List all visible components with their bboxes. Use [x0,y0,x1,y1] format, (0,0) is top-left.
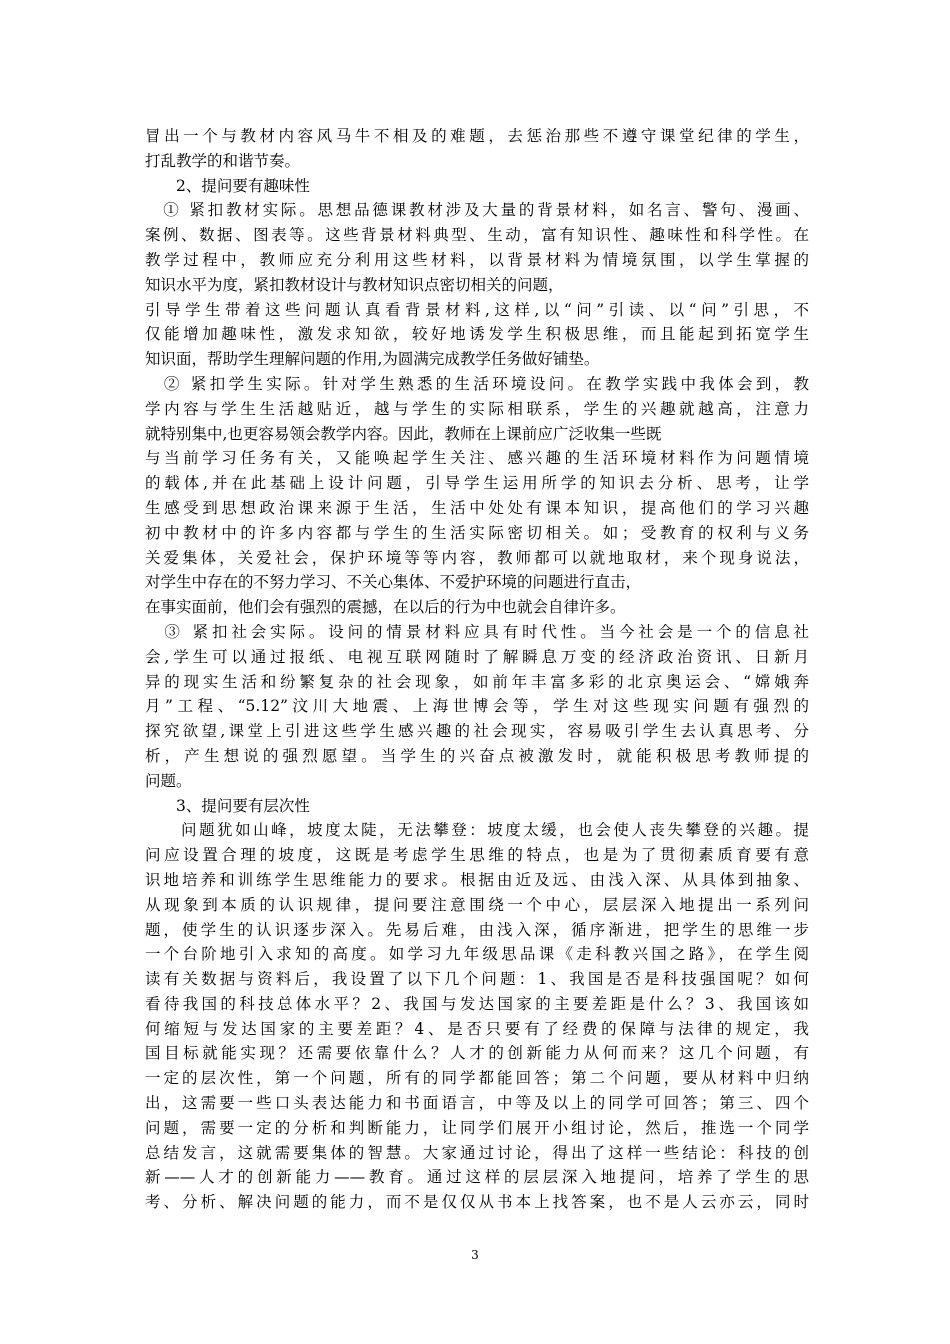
text-line: 就特别集中,也更容易领会教学内容。因此，教师在上课前应广泛收集一些既 [145,424,662,443]
text-line: 探究欲望,课堂上引进这些学生感兴趣的社会现实，容易吸引学生去认真思考、分 [145,722,809,741]
text-line: 一定的层次性，第一个问题，所有的同学都能回答；第二个问题，要从材料中归纳 [145,1069,809,1088]
text-line: 初中教材中的许多内容都与学生的生活实际密切相关。如；受教育的权利与义务 [145,523,809,542]
text-line: ① 紧扣教材实际。思想品德课教材涉及大量的背景材料，如名言、警句、漫画、 [145,201,809,220]
text-line: 知识水平为度，紧扣教材设计与教材知识点密切相关的问题， [145,275,564,294]
page-number: 3 [471,1248,479,1262]
text-line: 对学生中存在的不努力学习、不关心集体、不爱护环境的问题进行直击， [145,573,642,592]
text-line: 读有关数据与资料后，我设置了以下几个问题：1、我国是否是科技强国呢？如何 [145,970,809,989]
text-line: ② 紧扣学生实际。针对学生熟悉的生活环境设问。在教学实践中我体会到，教 [145,374,809,393]
text-line: ③ 紧扣社会实际。设问的情景材料应具有时代性。当今社会是一个的信息社 [145,622,809,641]
text-line: 出，这需要一些口头表达能力和书面语言，中等及以上的同学可回答；第三、四个 [145,1094,809,1113]
text-line: 教学过程中，教师应充分利用这些材料，以背景材料为情境氛围，以学生掌握的 [145,250,809,269]
text-line: 从现象到本质的认识规律，提问要注意围绕一个中心，层层深入地提出一系列问 [145,895,809,914]
text-line: 何缩短与发达国家的主要差距？4、是否只要有了经费的保障与法律的规定，我 [145,1019,809,1038]
text-line: 异的现实生活和纷繁复杂的社会现象，如前年丰富多彩的北京奥运会、“嫦娥奔 [145,672,809,691]
text-line: 问题。 [145,771,192,790]
text-line: 学内容与学生生活越贴近，越与学生的实际相联系，学生的兴趣就越高，注意力 [145,399,809,418]
text-line: 看待我国的科技总体水平？2、我国与发达国家的主要差距是什么？3、我国该如 [145,994,809,1013]
text-line: 会,学生可以通过报纸、电视互联网随时了解瞬息万变的经济政治资讯、日新月 [145,647,809,666]
text-line: 一个台阶地引入求知的高度。如学习九年级思品课《走科教兴国之路》，在学生阅 [145,945,809,964]
text-line: 题，使学生的认识逐步深入。先易后难，由浅入深，循序渐进，把学生的思维一步 [145,920,809,939]
text-line: 生感受到思想政治课来源于生活，生活中处处有课本知识，提高他们的学习兴趣 [145,498,809,517]
text-line: 引导学生带着这些问题认真看背景材料,这样,以“问”引读、以“问”引思，不 [145,300,809,319]
text-line: 总结发言，这就需要集体的智慧。大家通过讨论，得出了这样一些结论：科技的创 [145,1143,809,1162]
text-line: 考、分析、解决问题的能力，而不是仅仅从书本上找答案，也不是人云亦云，同时 [145,1193,809,1212]
text-line: 问题，需要一定的分析和判断能力，让同学们展开小组讨论，然后，推选一个同学 [145,1118,809,1137]
text-line: 与当前学习任务有关，又能唤起学生关注、感兴趣的生活环境材料作为问题情境 [145,449,809,468]
text-line: 的载体,并在此基础上设计问题，引导学生运用所学的知识去分析、思考，让学 [145,474,809,493]
text-line: 案例、数据、图表等。这些背景材料典型、生动，富有知识性、趣味性和科学性。在 [145,226,809,245]
text-line: 冒出一个与教材内容风马牛不相及的难题，去惩治那些不遵守课堂纪律的学生， [145,127,809,145]
text-line: 仅能增加趣味性，激发求知欲，较好地诱发学生积极思维，而且能起到拓宽学生 [145,325,809,344]
text-line: 国目标就能实现？还需要依靠什么？人才的创新能力从何而来？这几个问题，有 [145,1044,809,1063]
text-line: 问应设置合理的坡度，这既是考虑学生思维的特点，也是为了贯彻素质育要有意 [145,846,809,865]
text-line: 知识面，帮助学生理解问题的作用,为圆满完成教学任务做好铺垫。 [145,350,600,369]
text-line: 关爱集体，关爱社会，保护环境等等内容，教师都可以就地取材，来个现身说法， [145,548,809,567]
text-line: 月”工程、“5.12”汶川大地震、上海世博会等，学生对这些现实问题有强烈的 [145,697,809,716]
text-line: 问题犹如山峰，坡度太陡，无法攀登：坡度太缓，也会使人丧失攀登的兴趣。提 [145,821,809,840]
document-body [145,124,809,1215]
text-line: 在事实面前，他们会有强烈的震撼，在以后的行为中也就会自律许多。 [145,598,626,617]
text-line: 2、提问要有趣味性 [145,176,310,195]
text-line: 3、提问要有层次性 [145,796,310,815]
text-line: 析，产生想说的强烈愿望。当学生的兴奋点被激发时，就能积极思考教师提的 [145,746,809,765]
text-line: 识地培养和训练学生思维能力的要求。根据由近及远、由浅入深、从具体到抽象、 [145,870,809,889]
text-line: 新——人才的创新能力——教育。通过这样的层层深入地提问，培养了学生的思 [145,1168,809,1187]
text-line: 打乱教学的和谐节奏。 [145,151,301,170]
